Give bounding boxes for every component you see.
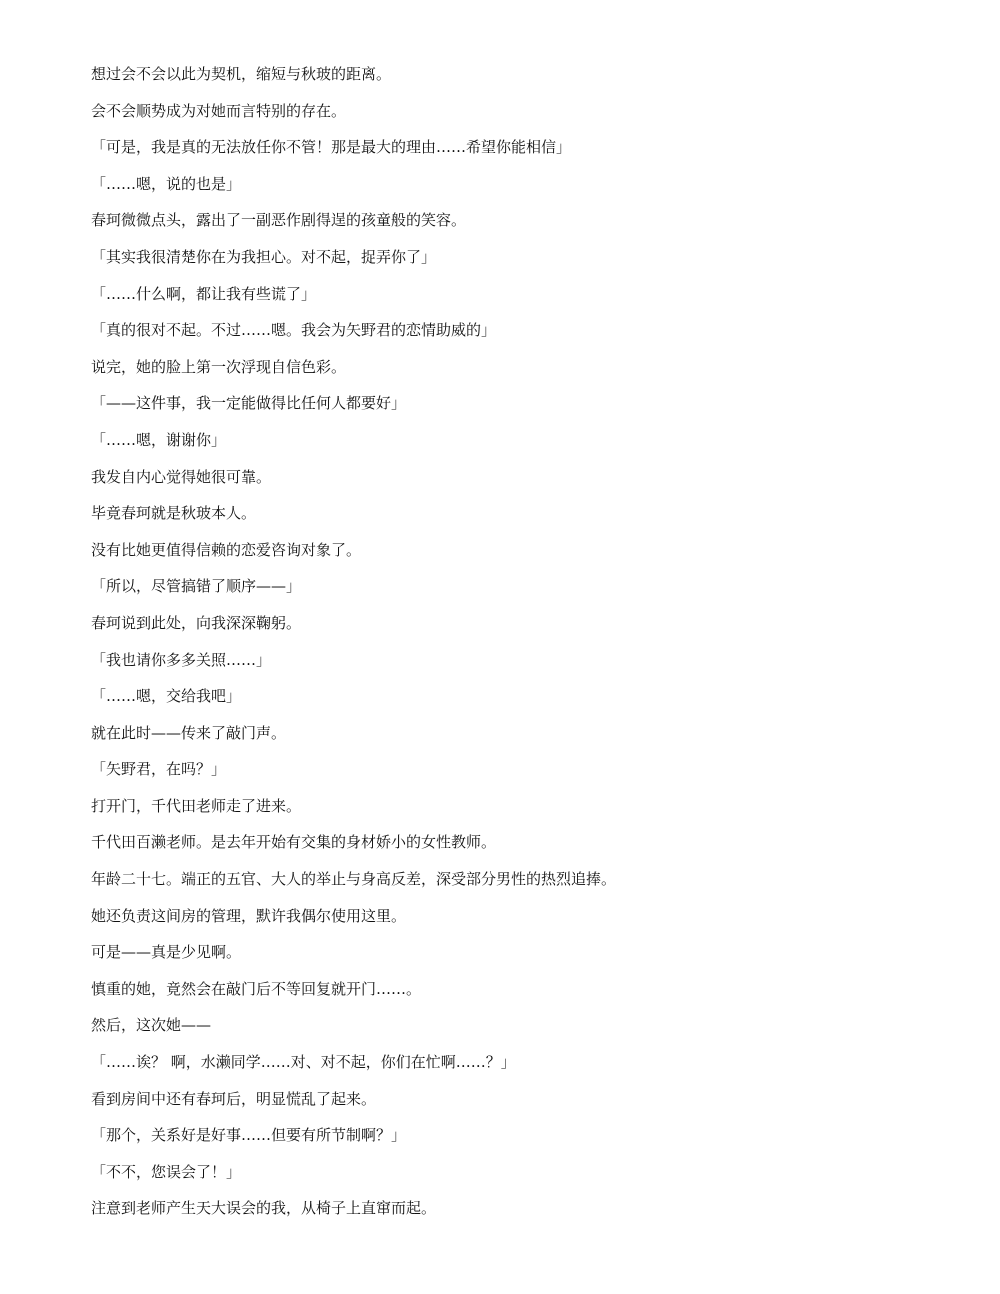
text-line: 「那个，关系好是好事……但要有所节制啊？」 [91,1126,407,1145]
text-line: 她还负责这间房的管理，默许我偶尔使用这里。 [91,906,407,925]
text-line: 「真的很对不起。不过……嗯。我会为矢野君的恋情助威的」 [91,321,497,340]
text-line: 「矢野君，在吗？」 [91,760,227,779]
text-line: 「……嗯，说的也是」 [91,174,242,193]
text-line: 春珂说到此处，向我深深鞠躬。 [91,613,302,632]
text-line: 可是——真是少见啊。 [91,943,242,962]
text-line: 慎重的她，竟然会在敲门后不等回复就开门……。 [91,979,422,998]
text-line: 说完，她的脸上第一次浮现自信色彩。 [91,357,347,376]
text-line: 春珂微微点头，露出了一副恶作剧得逞的孩童般的笑容。 [91,211,467,230]
text-line: 「——这件事，我一定能做得比任何人都要好」 [91,394,407,413]
text-line: 毕竟春珂就是秋玻本人。 [91,504,257,523]
text-line: 「可是，我是真的无法放任你不管！那是最大的理由……希望你能相信」 [91,138,572,157]
document-page [91,63,951,1234]
text-line: 然后，这次她—— [91,1016,212,1035]
text-line: 想过会不会以此为契机，缩短与秋玻的距离。 [91,65,392,83]
text-line: 打开门，千代田老师走了进来。 [91,796,302,815]
text-line: 没有比她更值得信赖的恋爱咨询对象了。 [91,540,362,559]
text-line: 「……嗯，交给我吧」 [91,687,242,706]
text-line: 看到房间中还有春珂后，明显慌乱了起来。 [91,1089,377,1108]
text-line: 就在此时——传来了敲门声。 [91,723,287,742]
text-line: 「……诶？ 啊，水濑同学……对、对不起，你们在忙啊……？」 [91,1053,516,1072]
text-line: 注意到老师产生天大误会的我，从椅子上直窜而起。 [91,1199,437,1218]
text-line: 我发自内心觉得她很可靠。 [91,467,272,486]
text-line: 年龄二十七。端正的五官、大人的举止与身高反差，深受部分男性的热烈追捧。 [91,870,617,889]
text-line: 「……什么啊，都让我有些谎了」 [91,284,317,303]
text-line: 千代田百濑老师。是去年开始有交集的身材娇小的女性教师。 [91,833,497,852]
text-line: 「其实我很清楚你在为我担心。对不起，捉弄你了」 [91,247,437,266]
text-line: 「……嗯，谢谢你」 [91,430,227,449]
text-line: 会不会顺势成为对她而言特别的存在。 [91,101,347,120]
text-line: 「所以，尽管搞错了顺序——」 [91,577,302,596]
text-line: 「不不，您误会了！」 [91,1162,242,1181]
text-line: 「我也请你多多关照……」 [91,650,272,669]
